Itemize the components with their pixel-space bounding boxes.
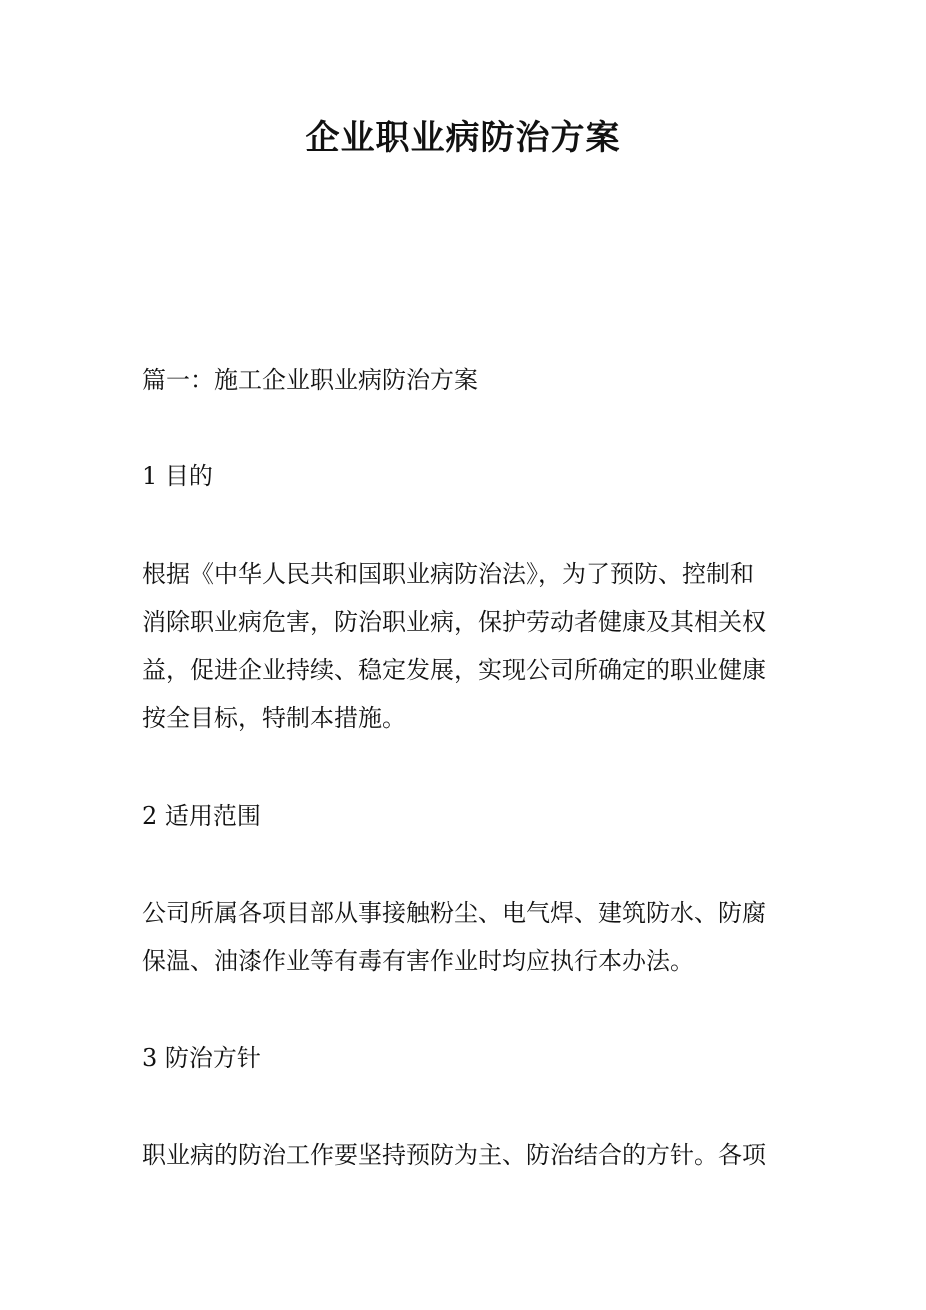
document-title: 企业职业病防治方案 (305, 118, 621, 158)
body-line: 按全目标，特制本措施。 (142, 704, 406, 732)
section-body-purpose (142, 550, 802, 742)
part-heading: 篇一：施工企业职业病防治方案 (142, 366, 478, 394)
body-line: 根据《中华人民共和国职业病防治法》，为了预防、控制和 (142, 560, 754, 588)
section-body-scope (142, 889, 802, 985)
body-line: 职业病的防治工作要坚持预防为主、防治结合的方针。各项 (142, 1141, 766, 1169)
body-line: 益，促进企业持续、稳定发展，实现公司所确定的职业健康 (142, 656, 766, 684)
body-line: 公司所属各项目部从事接触粉尘、电气焊、建筑防水、防腐 (142, 899, 766, 927)
section-body-policy (142, 1131, 802, 1179)
body-line: 消除职业病危害，防治职业病，保护劳动者健康及其相关权 (142, 608, 766, 636)
section-heading-purpose: 1 目的 (142, 462, 213, 490)
section-heading-scope: 2 适用范围 (142, 802, 261, 830)
section-heading-policy: 3 防治方针 (142, 1044, 261, 1072)
body-line: 保温、油漆作业等有毒有害作业时均应执行本办法。 (142, 947, 694, 975)
